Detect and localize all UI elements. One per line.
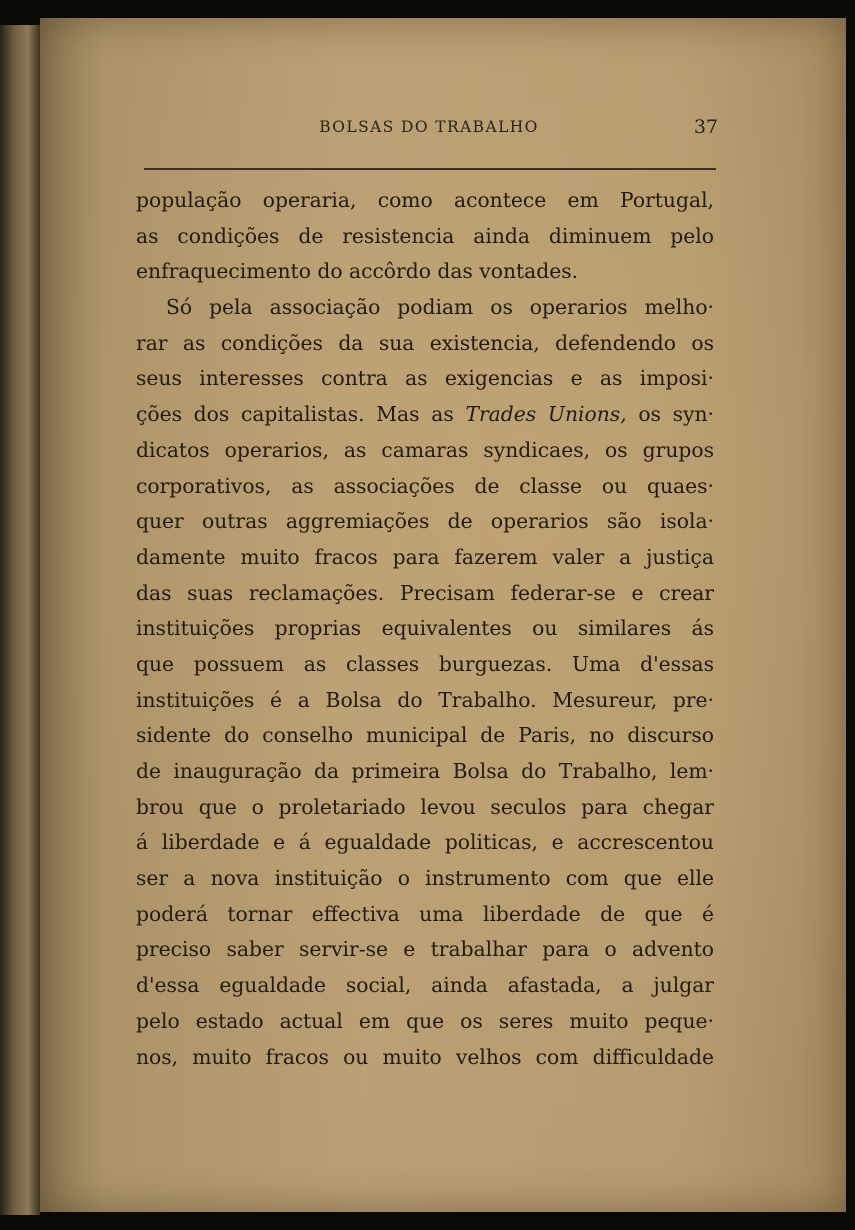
header-title: BOLSAS DO TRABALHO [319,118,539,136]
text-run: os syn· [626,402,714,427]
text-line: corporativos, as associações de classe ou quaes· [136,473,714,498]
text-line: instituições é a Bolsa do Trabalho. Mesureur, pre· [136,687,714,712]
text-line: das suas reclamações. Precisam federar-se e crear [136,580,714,605]
text-line: de inauguração da primeira Bolsa do Trabalho, lem· [136,759,714,783]
text-line: dicatos operarios, as camaras syndicaes, os grupos [136,437,714,462]
text-line: ser a nova instituição o instrumento com que elle [136,866,714,891]
text-line: sidente do conselho municipal de Paris, no discurso [136,723,714,748]
page-number: 37 [693,116,718,138]
book-left-edge [0,25,40,1215]
text-line: poderá tornar effectiva uma liberdade de que é [136,901,714,926]
text-line: á liberdade e á egualdade politicas, e accrescentou [136,830,714,855]
header-rule [144,168,716,170]
text-line: enfraquecimento do accôrdo das vontades. [136,259,579,284]
text-line: quer outras aggremiações de operarios são isola· [136,509,714,534]
running-header [140,114,718,144]
text-line: população operaria, como acontece em Portugal, [136,188,714,212]
text-line: as condições de resistencia ainda diminuem pelo [136,223,714,248]
text-line: que possuem as classes burguezas. Uma d'essas [136,651,714,676]
text-line: nos, muito fracos ou muito velhos com difficuldade [136,1044,714,1069]
text-line: preciso saber servir-se e trabalhar para o advento [136,937,714,962]
body-text [136,183,714,1075]
italic-term: Trades Unions, [465,402,627,427]
text-line: damente muito fracos para fazerem valer a justiça [136,544,714,569]
text-run: ções dos capitalistas. Mas as [136,402,466,427]
text-line: rar as condições da sua existencia, defendendo os [136,330,714,355]
text-line: Só pela associação podiam os operarios melho· [166,295,714,320]
text-line: pelo estado actual em que os seres muito peque· [136,1008,714,1033]
text-line [136,397,714,433]
text-line: d'essa egualdade social, ainda afastada, a julgar [136,973,714,998]
text-line: brou que o proletariado levou seculos para chegar [136,794,714,819]
text-line: seus interesses contra as exigencias e as imposi· [136,366,714,391]
book-page [40,18,846,1212]
text-line: instituições proprias equivalentes ou similares ás [136,616,714,641]
